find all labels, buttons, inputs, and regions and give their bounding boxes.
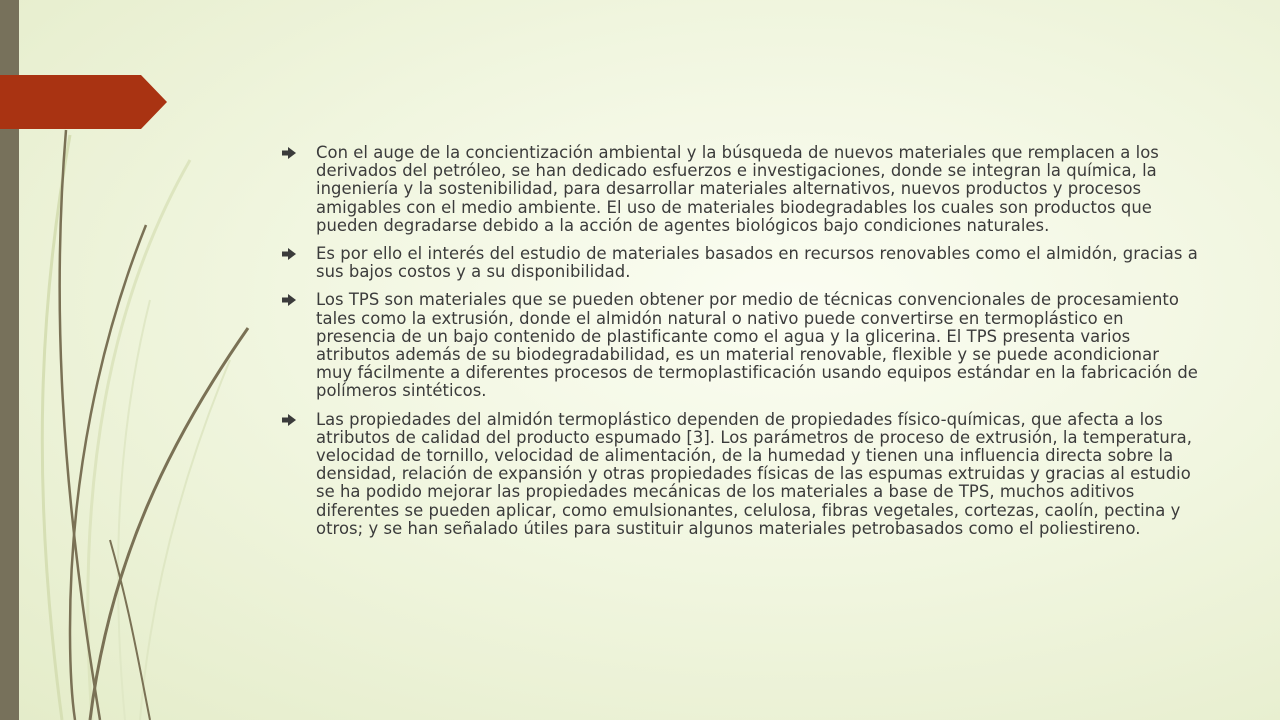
bullet-arrow-icon (282, 414, 296, 426)
bullet-text: Los TPS son materiales que se pueden obtener por medio de técnicas convencionales de procesamiento tales como la extrusión, donde el almidón natural o nativo puede convertirse en termoplástico en presencia de un bajo contenido de plastificante como el agua y la glicerina. El TPS presenta varios atributos además de su biodegradabilidad, es un material renovable, flexible y se puede acondicionar muy fácilmente a diferentes procesos de termoplastificación usando equipos estándar en la fabricación de polímeros sintéticos. (316, 290, 1198, 401)
bullet-text: Las propiedades del almidón termoplástico dependen de propiedades físico-químicas, que afecta a los atributos de calidad del producto espumado [3]. Los parámetros de proceso de extrusión, la temperatura, velocidad de tornillo, velocidad de alimentación, de la humedad y tienen una influencia directa sobre la densidad, relación de expansión y otras propiedades físicas de las espumas extruidas y gracias al estudio se ha podido mejorar las propiedades mecánicas de los materiales a base de TPS, muchos aditivos diferentes se pueden aplicar, como emulsionantes, celulosa, fibras vegetales, cortezas, caolín, pectina y otros; y se han señalado útiles para sustituir algunos materiales petrobasados como el poliestireno. (316, 409, 1192, 538)
deco-curve-dark-3 (90, 328, 248, 720)
deco-curve-light-1 (42, 135, 70, 720)
accent-tab (0, 75, 167, 129)
list-item (282, 245, 1198, 281)
bullet-arrow-icon (282, 147, 296, 159)
deco-curve-dark-1 (60, 130, 100, 720)
bullet-arrow-icon (282, 248, 296, 260)
bullet-list (282, 144, 1198, 548)
deco-curve-light-4 (140, 360, 230, 720)
bullet-arrow-icon (282, 294, 296, 306)
list-item (282, 144, 1198, 235)
deco-curve-dark-4 (110, 540, 150, 720)
bullet-text: Es por ello el interés del estudio de materiales basados en recursos renovables como el almidón, gracias a sus bajos costos y a su disponibilidad. (316, 244, 1198, 282)
bullet-text: Con el auge de la concientización ambiental y la búsqueda de nuevos materiales que remplacen a los derivados del petróleo, se han dedicado esfuerzos e investigaciones, donde se integran la química, la ingeniería y la sostenibilidad, para desarrollar materiales alternativos, nuevos productos y procesos amigables con el medio ambiente. El uso de materiales biodegradables los cuales son productos que pueden degradarse debido a la acción de agentes biológicos bajo condiciones naturales. (316, 143, 1159, 235)
list-item (282, 291, 1198, 400)
list-item (282, 411, 1198, 538)
